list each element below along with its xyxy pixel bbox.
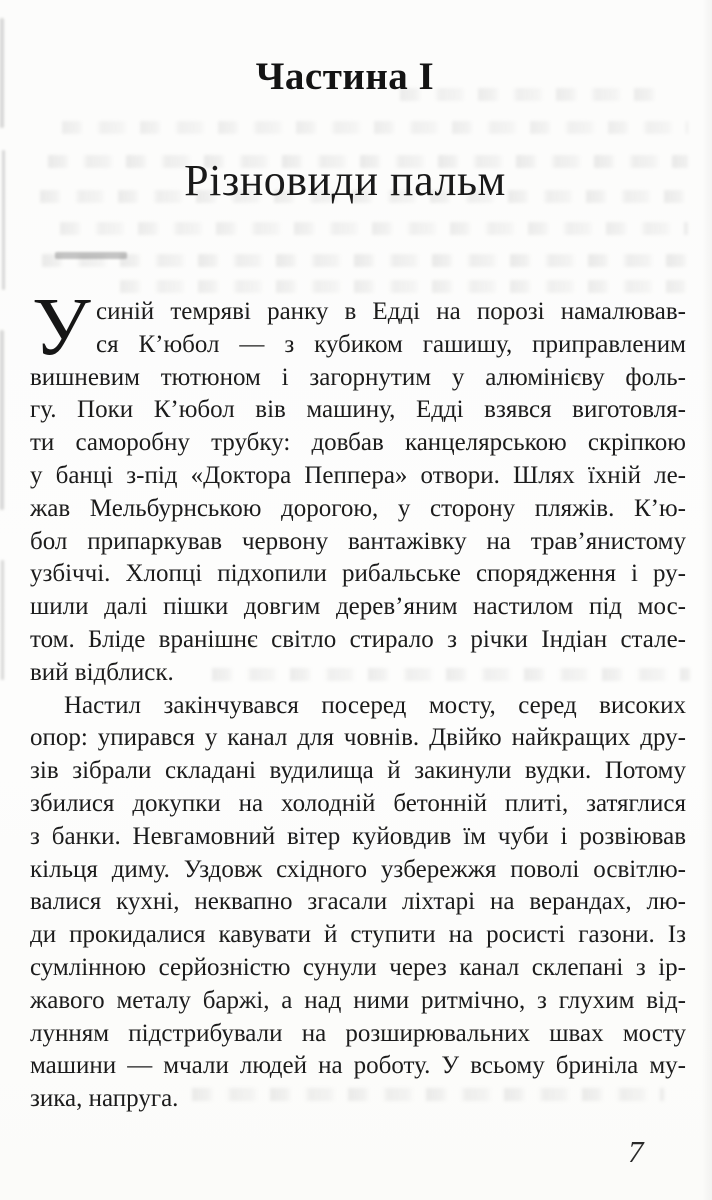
text-line: машини — мчали людей на роботу. У всьому бриніла му- (30, 1052, 686, 1080)
text-line: узбіччі. Хлопці підхопили рибальське спорядження і ру- (30, 560, 686, 588)
bleed-through-artifact (120, 280, 686, 293)
text-line: ся К’юбол — з кубиком гашишу, приправленим (96, 330, 686, 358)
text-line: у банці з-під «Доктора Пеппера» отвори. Шлях їхній ле- (30, 461, 686, 489)
text-line: опор: упирався у канал для човнів. Двійко найкращих дру- (30, 724, 686, 752)
text-line: зика, напруга. (30, 1085, 179, 1113)
text-line: зів зібрали складані вудилища й закинули вудки. Потому (30, 757, 686, 785)
text-line: синій темряві ранку в Едді на порозі намалював- (96, 298, 686, 325)
bleed-through-artifact (60, 222, 688, 235)
text-line: бол припаркував червону вантажівку на трав’янистому (30, 527, 686, 555)
text-line: збилися докупки на холодній бетонній плиті, затяглися (30, 789, 686, 817)
text-line: лунням підстрибували на розширювальних швах мосту (30, 1019, 686, 1047)
text-line: вий відблиск. (30, 658, 174, 686)
text-line: вишневим тютюном і загорнутим у алюмінієву фоль- (30, 363, 686, 391)
body-text (30, 280, 686, 1116)
text-line: з банки. Невгамовний вітер куйовдив їм чуби і розвіював (30, 822, 686, 850)
text-line: сумлінною серйозністю сунули через канал склепані з ір- (30, 953, 686, 981)
page-edge-artifact (0, 330, 4, 510)
text-line: шили далі пішки довгим дерев’яним настилом під мос- (30, 593, 686, 621)
bleed-through-artifact (42, 254, 688, 267)
text-line: жавого металу баржі, а над ними ритмічно, з глухим від- (30, 986, 686, 1014)
text-line: жав Мельбурнською дорогою, у сторону пляжів. К’ю- (30, 494, 686, 522)
part-title: Частина I (255, 55, 435, 98)
page-edge-artifact (1, 560, 4, 680)
page-number: 7 (628, 1134, 645, 1169)
bleed-through-artifact (62, 121, 688, 134)
text-line: том. Бліде вранішнє світло стирало з річки Індіан стале- (30, 625, 686, 653)
chapter-title: Різновиди пальм (184, 156, 506, 205)
page-edge-artifact (2, 150, 5, 290)
text-line: гу. Поки К’юбол вів машину, Едді взявся виготовля- (30, 396, 686, 424)
bleed-through-artifact (55, 252, 127, 259)
text-line: ти саморобну трубку: довбав канцелярською скріпкою (30, 429, 686, 457)
page-edge-shade (702, 0, 712, 1200)
paragraph-2 (30, 690, 686, 1116)
text-line: Настил закінчувався посеред мосту, серед високих (64, 691, 686, 719)
text-line: валися кухні, неквапно згасали ліхтарі на верандах, лю- (30, 888, 686, 916)
paragraph-1 (30, 296, 686, 690)
text-line: кільця диму. Уздовж східного узбережжя поволі освітлю- (30, 855, 686, 883)
drop-cap: У (32, 280, 91, 372)
text-line: ди прокидалися кавувати й ступити на росисті газони. Із (30, 921, 686, 949)
page-edge-artifact (0, 18, 4, 128)
